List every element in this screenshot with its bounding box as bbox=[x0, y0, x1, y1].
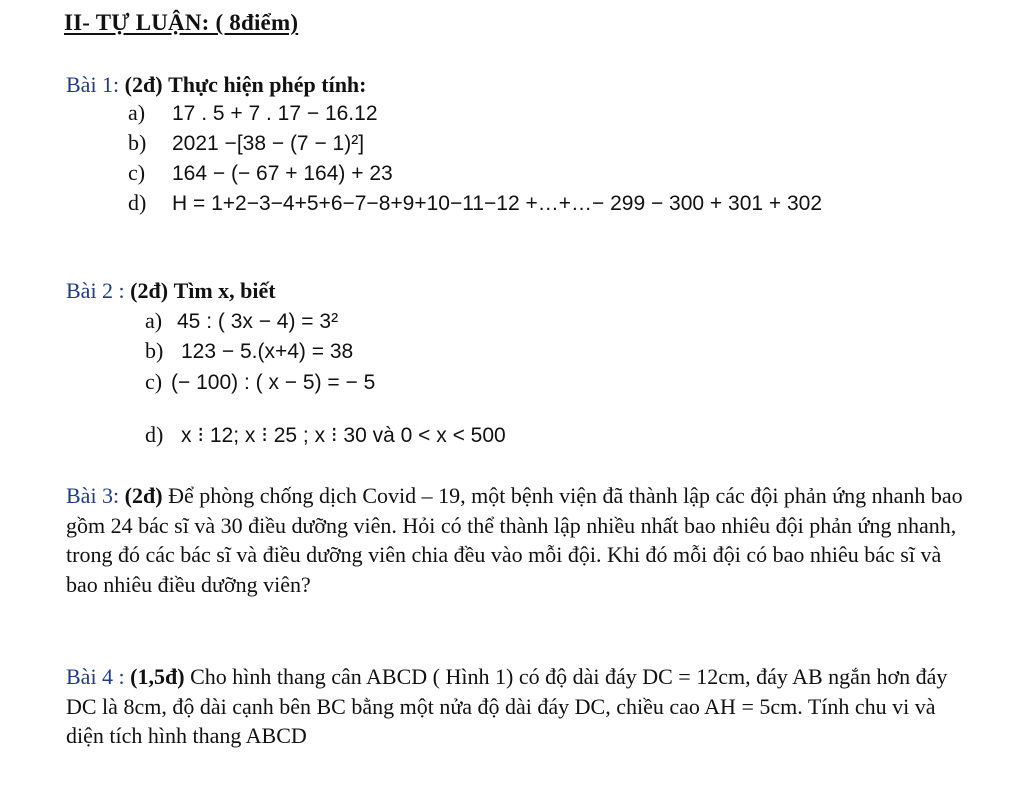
item-letter: a) bbox=[128, 100, 146, 125]
item-letter: c) bbox=[145, 369, 163, 394]
bai2-points: (2đ) bbox=[130, 278, 169, 303]
item-letter: c) bbox=[128, 160, 146, 185]
bai3-paragraph bbox=[66, 481, 976, 599]
bai2-item-c bbox=[145, 367, 375, 398]
item-expression: 45 : ( 3x − 4) = 3² bbox=[177, 310, 339, 333]
item-expression: 17 . 5 + 7 . 17 − 16.12 bbox=[172, 102, 378, 125]
bai1-points: (2đ) bbox=[124, 72, 163, 97]
bai4-points: (1,5đ) bbox=[130, 664, 185, 689]
bai1-item-b bbox=[128, 128, 364, 159]
item-expression: 2021 −[38 − (7 − 1)²] bbox=[172, 132, 365, 155]
item-expression: 164 − (− 67 + 164) + 23 bbox=[172, 162, 393, 185]
item-expression: H = 1+2−3−4+5+6−7−8+9+10−11−12 +…+…− 299 − 300 + 301 + 302 bbox=[172, 192, 823, 215]
bai4-label: Bài 4 : bbox=[66, 664, 125, 689]
item-letter: d) bbox=[128, 190, 147, 215]
bai1-heading bbox=[66, 70, 367, 100]
item-expression: x ⁝ 12; x ⁝ 25 ; x ⁝ 30 và 0 < x < 500 bbox=[181, 424, 506, 447]
bai2-heading bbox=[66, 276, 276, 306]
bai1-heading-text: Thực hiện phép tính: bbox=[168, 72, 367, 97]
item-letter: b) bbox=[128, 130, 147, 155]
bai1-item-d bbox=[128, 188, 822, 219]
item-letter: d) bbox=[145, 422, 164, 447]
bai4-paragraph bbox=[66, 662, 976, 751]
bai1-item-a bbox=[128, 98, 378, 129]
bai1-item-c bbox=[128, 158, 393, 189]
item-expression: (− 100) : ( x − 5) = − 5 bbox=[171, 371, 376, 394]
bai2-item-a bbox=[145, 306, 338, 337]
bai3-text: Để phòng chống dịch Covid – 19, một bệnh viện đã thành lập các đội phản ứng nhanh bao gồm 24 bác sĩ và 30 điều dưỡng viên. Hỏi có thể thành lập nhiều nhất bao nhiêu đội phản ứng nhanh, trong đó các bác sĩ và điều dưỡng viên chia đều vào mỗi đội. Khi đó mỗi đội có bao nhiêu bác sĩ và bao nhiêu điều dưỡng viên? bbox=[66, 483, 963, 597]
bai1-label: Bài 1: bbox=[66, 72, 120, 97]
item-expression: 123 − 5.(x+4) = 38 bbox=[181, 340, 354, 363]
bai4-text: Cho hình thang cân ABCD ( Hình 1) có độ dài đáy DC = 12cm, đáy AB ngắn hơn đáy DC là 8cm, độ dài cạnh bên BC bằng một nửa độ dài đáy DC, chiều cao AH = 5cm. Tính chu vi và diện tích hình thang ABCD bbox=[66, 664, 948, 748]
bai3-points: (2đ) bbox=[124, 483, 163, 508]
bai2-label: Bài 2 : bbox=[66, 278, 125, 303]
bai2-item-b bbox=[145, 336, 353, 367]
bai2-heading-text: Tìm x, biết bbox=[173, 278, 276, 303]
item-letter: a) bbox=[145, 308, 163, 333]
item-letter: b) bbox=[145, 338, 164, 363]
bai3-label: Bài 3: bbox=[66, 483, 120, 508]
section-title: II- TỰ LUẬN: ( 8điểm) bbox=[64, 10, 299, 35]
bai2-item-d bbox=[145, 420, 506, 451]
